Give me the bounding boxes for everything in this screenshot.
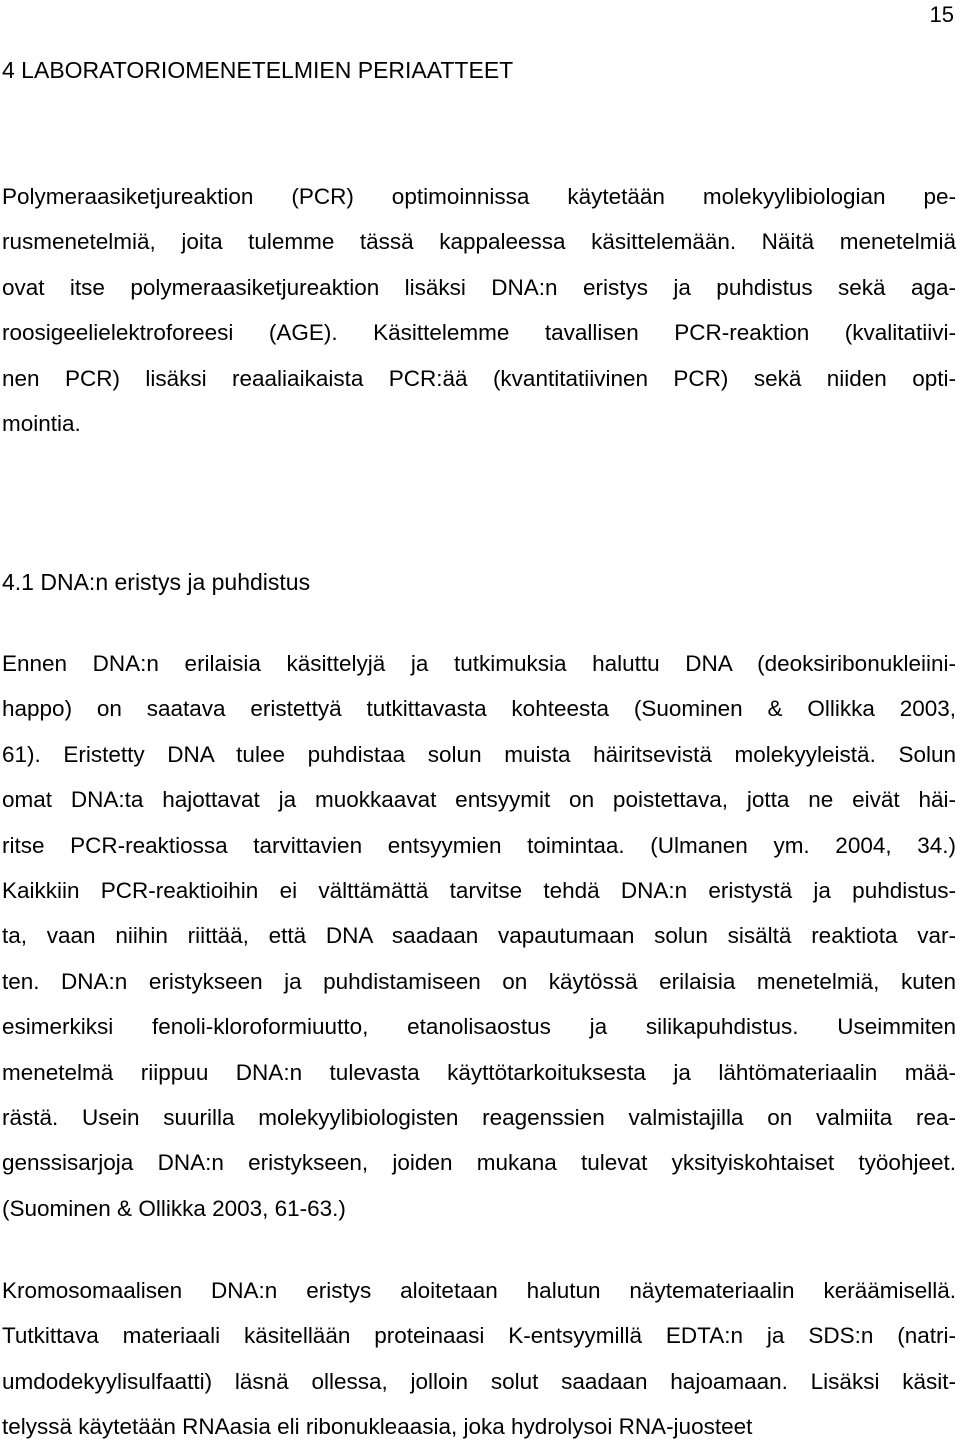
section-title: 4.1 DNA:n eristys ja puhdistus [2,569,311,595]
paragraph-line: mointia. [2,410,81,436]
paragraph-line: nen PCR) lisäksi reaaliaikaista PCR:ää (kvantitatiivinen PCR) sekä niiden opti- [2,365,956,391]
paragraph-line: Kromosomaalisen DNA:n eristys aloitetaan halutun näytemateriaalin keräämisellä. [2,1278,956,1303]
paragraph-line: Tutkittava materiaali käsitellään proteinaasi K-entsyymillä EDTA:n ja SDS:n (natri- [2,1323,956,1349]
paragraph-line: ten. DNA:n eristykseen ja puhdistamiseen on käytössä erilaisia menetelmiä, kuten [2,968,956,994]
page-number: 15 [929,2,954,27]
paragraph-line: Kaikkiin PCR-reaktioihin ei välttämättä tarvitse tehdä DNA:n eristystä ja puhdistus- [2,877,956,903]
paragraph-line: Ennen DNA:n erilaisia käsittelyjä ja tutkimuksia haluttu DNA (deoksiribonukleiini- [2,651,956,676]
paragraph-line: happo) on saatava eristettyä tutkittavasta kohteesta (Suominen & Ollikka 2003, [2,696,956,722]
paragraph-line: ta, vaan niihin riittää, että DNA saadaan vapautumaan solun sisältä reaktiota var- [2,923,956,949]
chapter-title: 4 LABORATORIOMENETELMIEN PERIAATTEET [2,57,514,83]
paragraph-line: 61). Eristetty DNA tulee puhdistaa solun muista häiritsevistä molekyyleistä. Solun [2,741,956,767]
paragraph-line: genssisarjoja DNA:n eristykseen, joiden mukana tulevat yksityiskohtaiset työohjeet. [2,1150,956,1176]
paragraph-line: esimerkiksi fenoli-kloroformiuutto, etanolisaostus ja silikapuhdistus. Useimmiten [2,1014,956,1040]
paragraph-line: rästä. Usein suurilla molekyylibiologisten reagenssien valmistajilla on valmiita rea- [2,1104,956,1130]
paragraph-line: omat DNA:ta hajottavat ja muokkaavat entsyymit on poistettava, jotta ne eivät häi- [2,787,956,813]
paragraph-line: Polymeraasiketjureaktion (PCR) optimoinnissa käytetään molekyylibiologian pe- [2,184,956,209]
paragraph-line: telyssä käytetään RNAasia eli ribonukleaasia, joka hydrolysoi RNA-juosteet [2,1414,753,1440]
dna-isolation-paragraph [2,641,956,1231]
paragraph-line: rusmenetelmiä, joita tulemme tässä kappaleessa käsittelemään. Näitä menetelmiä [2,229,956,255]
intro-paragraph [2,174,956,446]
paragraph-line: (Suominen & Ollikka 2003, 61-63.) [2,1195,346,1221]
paragraph-line: umdodekyylisulfaatti) läsnä ollessa, jolloin solut saadaan hajoamaan. Lisäksi käsit- [2,1368,956,1394]
paragraph-line: ritse PCR-reaktiossa tarvittavien entsyymien toimintaa. (Ulmanen ym. 2004, 34.) [2,832,956,858]
paragraph-line: roosigeelielektroforeesi (AGE). Käsittelemme tavallisen PCR-reaktion (kvalitatiivi- [2,320,956,346]
paragraph-line: menetelmä riippuu DNA:n tulevasta käyttötarkoituksesta ja lähtömateriaalin mää- [2,1059,956,1085]
chromosomal-dna-paragraph [2,1268,956,1450]
paragraph-line: ovat itse polymeraasiketjureaktion lisäksi DNA:n eristys ja puhdistus sekä aga- [2,274,956,300]
